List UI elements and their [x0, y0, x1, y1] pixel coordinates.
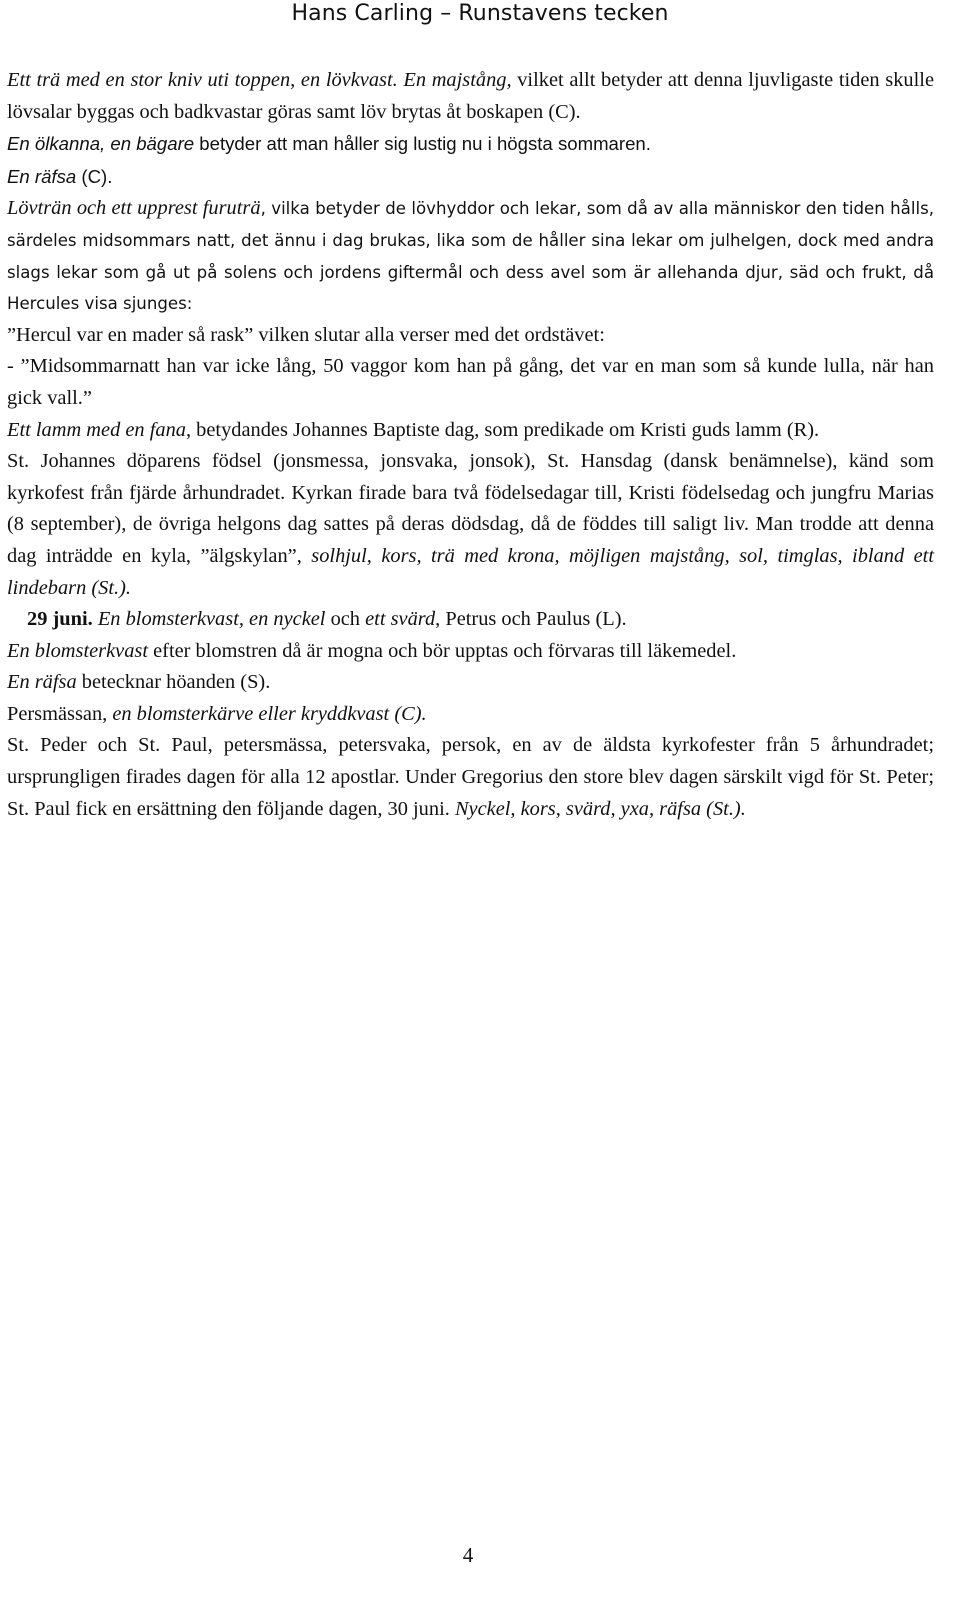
body-text: St. Peder och St. Paul, petersmässa, petersvaka, persok, en av de äldsta kyrkofester från 5 århundradet; ursprungligen firades dagen för alla 12 apostlar. Under Gregorius den store blev dagen särskilt vigd för St. Peter; St. Paul fick en ersättning den följande dagen, 30 juni. — [7, 734, 934, 820]
italic-phrase: Nyckel, kors, svärd, yxa, räfsa (St.). — [454, 797, 746, 820]
italic-phrase: Ett trä med en stor kniv uti toppen, en lövkvast. En majstång, — [7, 69, 512, 91]
paragraph-st-johannes — [7, 446, 934, 604]
italic-phrase: En räfsa — [7, 165, 77, 187]
body-text: , betydandes Johannes Baptiste dag, som predikade om Kristi guds lamm (R). — [185, 418, 820, 441]
italic-phrase: en blomsterkärve eller kryddkvast (C). — [112, 702, 427, 725]
paragraph-knife-tree — [7, 65, 934, 128]
body-text: betecknar höanden (S). — [76, 671, 271, 694]
italic-phrase: En blomsterkvast — [7, 639, 149, 662]
italic-phrase: En blomsterkvast, en nyckel — [97, 608, 326, 631]
date-heading: 29 juni. — [27, 608, 93, 631]
body-text: St. Johannes döparens födsel (jonsmessa, jonsvaka, jonsok), St. Hansdag (dansk benämnelse), känd som kyrkofest från fjärde århundradet. Kyrkan firade bara två födelsedagar till, Kristi födelsedag och jungfru Marias (8 september), de övriga helgons dag sattes på deras dödsdag, då de föddes till saligt liv. Man trodde att denna dag inträdde en kyla, ”älgskylan”, — [7, 450, 934, 567]
document-body — [7, 65, 934, 825]
paragraph-persmassan — [7, 699, 934, 731]
paragraph-rake — [7, 161, 934, 194]
paragraph-lamb-flag — [7, 415, 934, 447]
body-text: ”Hercul var en mader så rask” vilken slutar alla verser med det ordstävet: — [7, 323, 605, 346]
body-text: , vilka betyder de lövhyddor och lekar, som då av alla människor den tiden hålls, särdeles midsommars natt, det ännu i dag brukas, lika som de håller sina lekar om julhelgen, dock med andra slags lekar som gå ut på solens och jordens giftermål och dess avel som är allehanda djur, säd och frukt, då Hercules visa sjunges: — [7, 199, 934, 314]
body-text: och — [325, 608, 366, 631]
italic-phrase: solhjul, kors, trä med krona, möjligen majstång, sol, timglas, ibland ett lindebarn (St.). — [7, 544, 934, 599]
italic-phrase: En ölkanna, en bägare — [7, 133, 195, 155]
paragraph-beer-jug — [7, 128, 934, 161]
paragraph-29-june — [7, 604, 934, 636]
paragraph-rake-hay — [7, 667, 934, 699]
paragraph-st-peder — [7, 730, 934, 825]
body-text: , Petrus och Paulus (L). — [435, 608, 627, 631]
italic-phrase: En räfsa — [7, 671, 77, 694]
page-header-title: Hans Carling – Runstavens tecken — [291, 1, 669, 26]
paragraph-hercul-song — [7, 320, 934, 352]
body-text: efter blomstren då är mogna och bör upptas och förvaras till läkemedel. — [148, 639, 737, 662]
paragraph-flower-bouquet — [7, 636, 934, 668]
italic-phrase: Lövträn och ett upprest furuträ — [7, 197, 261, 220]
paragraph-midsummer-verse — [7, 351, 934, 414]
body-text: Persmässan, — [7, 702, 113, 725]
body-text: (C). — [76, 165, 113, 187]
italic-phrase: ett svärd — [365, 608, 436, 631]
paragraph-leaf-trees — [7, 193, 934, 319]
body-text: betyder att man håller sig lustig nu i högsta sommaren. — [194, 133, 651, 155]
body-text: vilket allt betyder att denna ljuvligaste tiden skulle lövsalar byggas och badkvastar göras samt löv brytas åt boskapen (C). — [7, 69, 934, 123]
italic-phrase: Ett lamm med en fana — [7, 418, 186, 441]
body-text: - ”Midsommarnatt han var icke lång, 50 vaggor kom han på gång, det var en man som så kunde lulla, när han gick vall.” — [7, 355, 934, 409]
page-number: 4 — [462, 1543, 474, 1567]
